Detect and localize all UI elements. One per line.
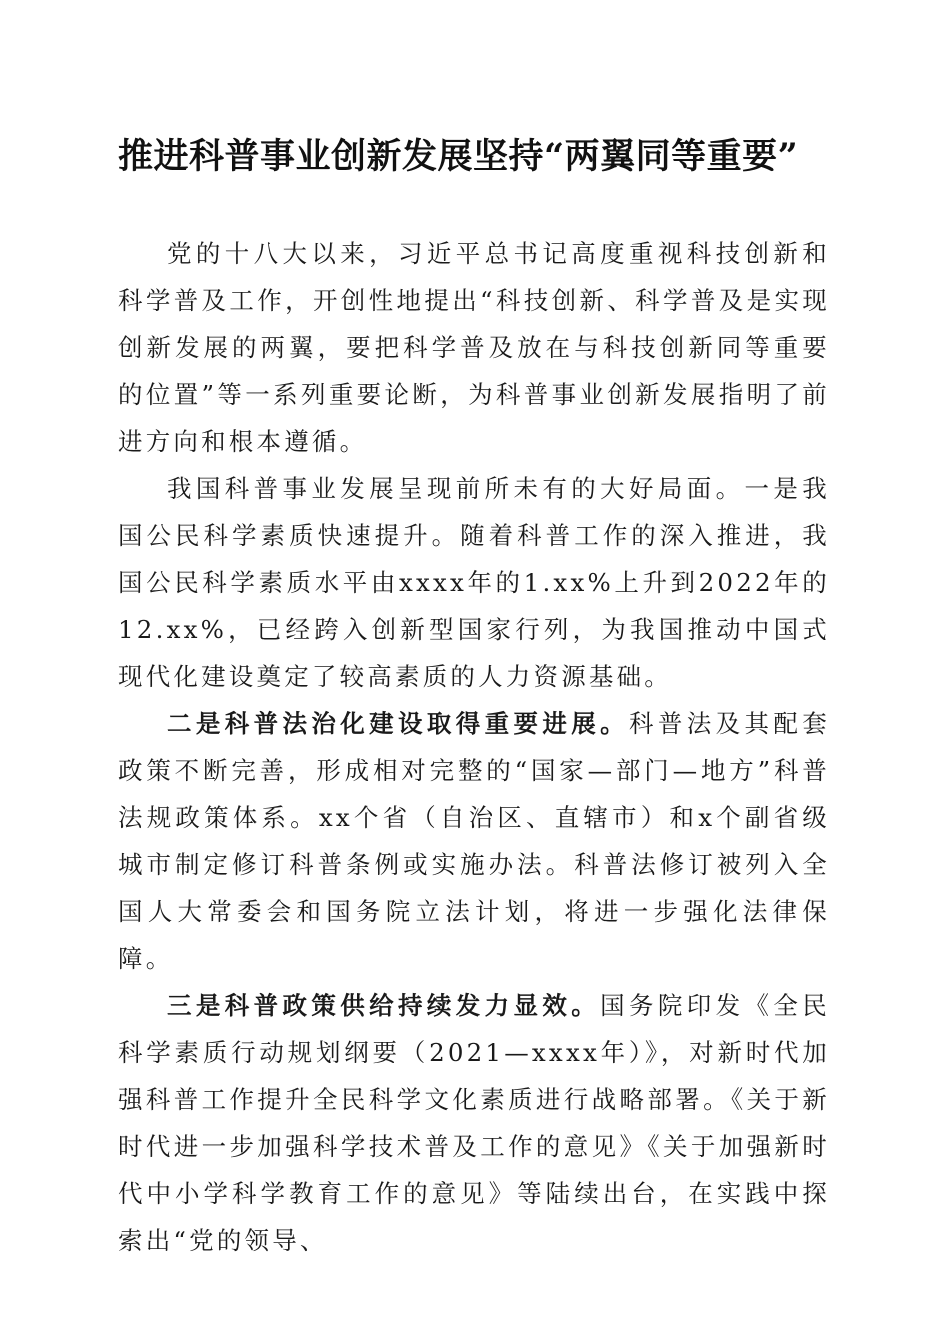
paragraph-2 (118, 465, 830, 700)
document-title: 推进科普事业创新发展坚持“两翼同等重要” (118, 136, 799, 177)
paragraph-3-text: 科普法及其配套政策不断完善，形成相对完整的“国家—部门—地方”科普法规政策体系。xx个省（自治区、直辖市）和x个副省级城市制定修订科普条例或实施办法。科普法修订被列入全国人大常委会和国务院立法计划，将进一步强化法律保障。 (118, 709, 830, 973)
paragraph-4-lead: 三是科普政策供给持续发力显效。 (167, 991, 601, 1020)
paragraph-2-text: 我国科普事业发展呈现前所未有的大好局面。一是我国公民科学素质快速提升。随着科普工作的深入推进，我国公民科学素质水平由xxxx年的1.xx%上升到2022年的12.xx%，已经跨入创新型国家行列，为我国推动中国式现代化建设奠定了较高素质的人力资源基础。 (118, 474, 830, 691)
paragraph-4 (118, 982, 830, 1264)
paragraph-3 (118, 700, 830, 982)
paragraph-3-lead: 二是科普法治化建设取得重要进展。 (167, 709, 630, 738)
paragraph-4-text: 国务院印发《全民科学素质行动规划纲要（2021—xxxx年）》，对新时代加强科普工作提升全民科学文化素质进行战略部署。《关于新时代进一步加强科学技术普及工作的意见》《关于加强新时代中小学科学教育工作的意见》等陆续出台，在实践中探索出“党的领导、 (118, 991, 830, 1255)
paragraph-1 (118, 230, 830, 465)
paragraph-1-text: 党的十八大以来，习近平总书记高度重视科技创新和科学普及工作，开创性地提出“科技创新、科学普及是实现创新发展的两翼，要把科学普及放在与科技创新同等重要的位置”等一系列重要论断，为科普事业创新发展指明了前进方向和根本遵循。 (118, 239, 830, 456)
document-body (118, 230, 830, 1264)
